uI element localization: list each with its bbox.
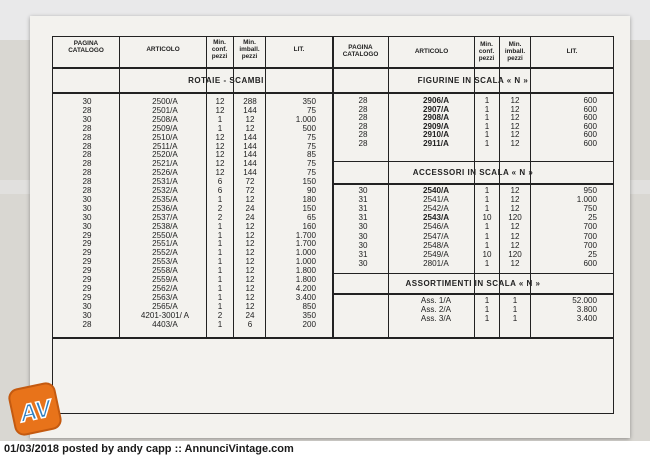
min-imballo-cell: 144 xyxy=(243,105,257,115)
bottom-rule xyxy=(53,337,613,339)
table-row xyxy=(53,311,332,320)
min-conf-cell: 12 xyxy=(215,141,225,151)
min-imballo-cell: 1 xyxy=(512,296,518,305)
min-imballo-cell: 12 xyxy=(245,283,255,293)
articolo-cell: 2508/A xyxy=(152,114,178,124)
articolo-cell: 2546/A xyxy=(423,222,449,232)
min-conf-cell: 1 xyxy=(217,221,223,231)
min-imballo-cell: 12 xyxy=(510,195,520,205)
lit-cell: 1.000 xyxy=(295,257,316,267)
min-imballo-cell: 12 xyxy=(510,186,520,195)
pagina-cell: 30 xyxy=(82,310,92,320)
articolo-cell: 2537/A xyxy=(152,212,178,222)
table-row xyxy=(333,314,613,323)
articolo-cell: 2801/A xyxy=(423,258,449,268)
pagina-cell: 29 xyxy=(82,230,92,240)
pagina-cell: 28 xyxy=(82,168,92,178)
lit-cell: 3.400 xyxy=(576,314,597,323)
table-row xyxy=(53,293,332,302)
min-conf-cell: 1 xyxy=(217,319,223,329)
table-row xyxy=(53,222,332,231)
articolo-cell: 2540/A xyxy=(422,186,450,195)
table-row xyxy=(333,241,613,250)
articolo-cell: 2549/A xyxy=(423,249,449,259)
min-conf-cell: 6 xyxy=(217,186,223,195)
articolo-cell: 2543/A xyxy=(422,213,450,223)
min-imballo-cell: 120 xyxy=(508,249,522,259)
lit-cell: 1.700 xyxy=(295,230,316,240)
lit-cell: 600 xyxy=(583,130,597,140)
articolo-cell: 2532/A xyxy=(152,186,178,195)
pagina-cell: 29 xyxy=(82,239,92,249)
min-conf-cell: 1 xyxy=(217,248,223,258)
pagina-cell: 30 xyxy=(358,258,368,268)
articolo-cell: 2509/A xyxy=(152,123,178,133)
min-imballo-cell: 12 xyxy=(510,104,520,114)
lit-cell: 3.800 xyxy=(576,305,597,314)
min-conf-cell: 1 xyxy=(484,139,490,148)
articolo-cell: 4403/A xyxy=(152,319,178,329)
lit-cell: 4.200 xyxy=(295,283,316,293)
table-row xyxy=(53,195,332,204)
min-conf-cell: 1 xyxy=(217,114,223,124)
pagina-cell: 29 xyxy=(82,275,92,284)
header-articolo: ARTICOLO xyxy=(414,48,449,55)
section-title-accessori: ACCESSORI IN SCALA « N » xyxy=(412,168,534,177)
table-row xyxy=(53,133,332,142)
articolo-cell: 2535/A xyxy=(152,194,178,204)
lit-cell: 200 xyxy=(302,319,316,329)
articolo-cell: 2565/A xyxy=(152,301,178,311)
table-row xyxy=(333,250,613,259)
table-row xyxy=(53,302,332,311)
lit-cell: 75 xyxy=(306,168,316,178)
pagina-cell: 30 xyxy=(82,97,92,106)
lit-cell: 1.000 xyxy=(576,195,597,205)
table-row xyxy=(53,115,332,124)
min-conf-cell: 1 xyxy=(217,292,223,302)
pagina-cell: 28 xyxy=(358,96,368,105)
min-imballo-cell: 12 xyxy=(510,240,520,250)
min-conf-cell: 1 xyxy=(217,266,223,276)
min-conf-cell: 2 xyxy=(217,310,223,320)
min-conf-cell: 12 xyxy=(215,105,225,115)
lit-cell: 700 xyxy=(583,231,597,241)
pagina-cell: 30 xyxy=(82,212,92,222)
pagina-cell: 30 xyxy=(82,114,92,124)
pagina-cell: 29 xyxy=(82,257,92,267)
pagina-cell: 28 xyxy=(82,141,92,151)
table-row xyxy=(333,213,613,222)
min-imballo-cell: 144 xyxy=(243,159,257,169)
min-conf-cell: 1 xyxy=(217,275,223,284)
pagina-cell: 28 xyxy=(82,150,92,160)
articolo-cell: 2500/A xyxy=(152,97,178,106)
min-conf-cell: 1 xyxy=(484,121,490,131)
table-row xyxy=(53,275,332,284)
pagina-cell: 30 xyxy=(82,203,92,213)
lit-cell: 500 xyxy=(302,123,316,133)
table-row xyxy=(333,139,613,148)
pagina-cell: 28 xyxy=(82,132,92,142)
min-imballo-cell: 144 xyxy=(243,150,257,160)
table-row xyxy=(53,257,332,266)
min-imballo-cell: 12 xyxy=(245,194,255,204)
section-rule-left xyxy=(53,92,332,94)
section-rule-assort-top xyxy=(333,273,613,274)
lit-cell: 350 xyxy=(302,97,316,106)
min-conf-cell: 2 xyxy=(217,203,223,213)
pagina-cell: 28 xyxy=(358,121,368,131)
articolo-cell: 2551/A xyxy=(152,239,178,249)
table-row xyxy=(53,266,332,275)
articolo-cell: Ass. 2/A xyxy=(420,305,452,314)
lit-cell: 1.800 xyxy=(295,266,316,276)
lit-cell: 350 xyxy=(302,310,316,320)
min-conf-cell: 1 xyxy=(484,186,490,195)
articolo-cell: 2910/A xyxy=(422,130,450,140)
min-imballo-cell: 24 xyxy=(245,203,255,213)
articolo-cell: 2906/A xyxy=(422,96,450,105)
min-conf-cell: 1 xyxy=(484,204,490,214)
pagina-cell: 29 xyxy=(82,283,92,293)
min-conf-cell: 1 xyxy=(217,301,223,311)
lit-cell: 700 xyxy=(583,240,597,250)
articolo-cell: 2553/A xyxy=(152,257,178,267)
pagina-cell: 29 xyxy=(82,292,92,302)
min-conf-cell: 1 xyxy=(484,240,490,250)
lit-cell: 1.800 xyxy=(295,275,316,284)
table-row xyxy=(53,186,332,195)
articolo-cell: Ass. 3/A xyxy=(420,314,452,323)
articolo-cell: Ass. 1/A xyxy=(420,296,452,305)
table-row xyxy=(53,159,332,168)
min-conf-cell: 1 xyxy=(484,305,490,314)
min-imballo-cell: 12 xyxy=(510,130,520,140)
min-conf-cell: 1 xyxy=(217,123,223,133)
lit-cell: 150 xyxy=(302,203,316,213)
pagina-cell: 31 xyxy=(358,213,368,223)
min-imballo-cell: 24 xyxy=(245,310,255,320)
lit-cell: 750 xyxy=(583,204,597,214)
table-row xyxy=(333,186,613,195)
articolo-cell: 2501/A xyxy=(152,105,178,115)
header-rule xyxy=(53,67,613,69)
table-frame xyxy=(52,36,614,414)
min-imballo-cell: 12 xyxy=(510,96,520,105)
table-row xyxy=(53,177,332,186)
articolo-cell: 2559/A xyxy=(152,275,178,284)
table-row xyxy=(53,97,332,106)
min-conf-cell: 10 xyxy=(482,249,492,259)
pagina-cell: 31 xyxy=(358,204,368,214)
header-min-imballo: Min. imball. pezzi xyxy=(239,39,260,60)
lit-cell: 65 xyxy=(306,212,316,222)
lit-cell: 3.400 xyxy=(295,292,316,302)
section-rule-figurine xyxy=(333,92,613,94)
table-row xyxy=(333,222,613,231)
table-row xyxy=(53,248,332,257)
section-title-rotaie-scambi: ROTAIE - SCAMBI xyxy=(188,76,264,85)
min-imballo-cell: 12 xyxy=(245,292,255,302)
min-conf-cell: 6 xyxy=(217,177,223,187)
min-imballo-cell: 144 xyxy=(243,168,257,178)
min-imballo-cell: 12 xyxy=(510,222,520,232)
articolo-cell: 2548/A xyxy=(423,240,449,250)
min-imballo-cell: 12 xyxy=(245,275,255,284)
section-title-assortimenti: ASSORTIMENTI IN SCALA « N » xyxy=(405,279,541,288)
min-imballo-cell: 12 xyxy=(510,139,520,148)
articolo-cell: 2908/A xyxy=(422,113,450,123)
section-title-figurine: FIGURINE IN SCALA « N » xyxy=(417,76,529,85)
lit-cell: 52.000 xyxy=(572,296,597,305)
table-row xyxy=(53,168,332,177)
min-imballo-cell: 12 xyxy=(245,266,255,276)
articolo-cell: 2531/A xyxy=(152,177,178,187)
pagina-cell: 28 xyxy=(82,186,92,195)
articolo-cell: 2547/A xyxy=(423,231,449,241)
min-imballo-cell: 120 xyxy=(508,213,522,223)
table-row xyxy=(53,106,332,115)
table-row xyxy=(333,259,613,268)
min-imballo-cell: 1 xyxy=(512,314,518,323)
table-row xyxy=(333,232,613,241)
min-conf-cell: 1 xyxy=(484,222,490,232)
min-conf-cell: 1 xyxy=(217,283,223,293)
pagina-cell: 28 xyxy=(358,113,368,123)
header-min-conf: Min. conf. pezzi xyxy=(211,39,228,60)
min-imballo-cell: 72 xyxy=(245,177,255,187)
articolo-cell: 2911/A xyxy=(423,139,449,148)
pagina-cell: 30 xyxy=(358,231,368,241)
lit-cell: 75 xyxy=(306,159,316,169)
pagina-cell: 30 xyxy=(358,186,368,195)
pagina-cell: 28 xyxy=(82,177,92,187)
min-conf-cell: 10 xyxy=(482,213,492,223)
pagina-cell: 30 xyxy=(82,221,92,231)
min-conf-cell: 1 xyxy=(484,314,490,323)
lit-cell: 600 xyxy=(583,258,597,268)
min-conf-cell: 1 xyxy=(484,113,490,123)
header-lit: LIT. xyxy=(293,46,305,53)
min-imballo-cell: 12 xyxy=(245,221,255,231)
pagina-cell: 30 xyxy=(358,240,368,250)
rows-figurine xyxy=(333,96,613,160)
articolo-cell: 2521/A xyxy=(152,159,178,169)
header-min-imballo: Min. imball. pezzi xyxy=(504,41,526,62)
header-min-conf: Min. conf. pezzi xyxy=(478,41,495,62)
lit-cell: 90 xyxy=(306,186,316,195)
articolo-cell: 2562/A xyxy=(152,283,178,293)
pagina-cell: 29 xyxy=(82,266,92,276)
min-conf-cell: 1 xyxy=(484,296,490,305)
lit-cell: 160 xyxy=(302,221,316,231)
lit-cell: 75 xyxy=(306,132,316,142)
min-conf-cell: 1 xyxy=(484,231,490,241)
table-row xyxy=(333,204,613,213)
lit-cell: 1.000 xyxy=(295,248,316,258)
min-conf-cell: 1 xyxy=(484,96,490,105)
min-conf-cell: 1 xyxy=(484,104,490,114)
lit-cell: 75 xyxy=(306,141,316,151)
table-row xyxy=(53,213,332,222)
pagina-cell: 30 xyxy=(82,194,92,204)
logo-text: AV xyxy=(17,394,54,428)
table-row xyxy=(53,231,332,240)
table-row xyxy=(53,284,332,293)
min-imballo-cell: 12 xyxy=(245,301,255,311)
lit-cell: 850 xyxy=(302,301,316,311)
section-rule-accessori xyxy=(333,183,613,185)
lit-cell: 600 xyxy=(583,121,597,131)
min-imballo-cell: 12 xyxy=(245,257,255,267)
articolo-cell: 2909/A xyxy=(422,121,450,131)
pagina-cell: 31 xyxy=(358,195,368,205)
footer-bar xyxy=(0,441,650,457)
lit-cell: 75 xyxy=(306,105,316,115)
articolo-cell: 2526/A xyxy=(152,168,178,178)
pagina-cell: 30 xyxy=(358,222,368,232)
articolo-cell: 2510/A xyxy=(152,132,178,142)
lit-cell: 1.000 xyxy=(295,114,316,124)
min-conf-cell: 1 xyxy=(217,257,223,267)
min-imballo-cell: 12 xyxy=(510,258,520,268)
table-row xyxy=(53,239,332,248)
min-imballo-cell: 6 xyxy=(247,319,253,329)
lit-cell: 600 xyxy=(583,113,597,123)
lit-cell: 25 xyxy=(587,249,597,259)
min-conf-cell: 1 xyxy=(484,130,490,140)
lit-cell: 1.700 xyxy=(295,239,316,249)
footer-caption: 01/03/2018 posted by andy capp :: AnnunciVintage.com xyxy=(4,443,294,455)
pagina-cell: 28 xyxy=(358,104,368,114)
lit-cell: 85 xyxy=(306,150,316,160)
rows-assortimenti xyxy=(333,296,613,336)
table-row xyxy=(53,150,332,159)
pagina-cell: 29 xyxy=(82,248,92,258)
table-row xyxy=(53,124,332,133)
min-imballo-cell: 24 xyxy=(245,212,255,222)
lit-cell: 600 xyxy=(583,96,597,105)
header-articolo: ARTICOLO xyxy=(146,46,180,53)
section-rule-accessori-top xyxy=(333,161,613,162)
price-list-sheet xyxy=(30,16,630,438)
min-conf-cell: 12 xyxy=(215,168,225,178)
lit-cell: 180 xyxy=(302,194,316,204)
min-conf-cell: 12 xyxy=(215,159,225,169)
lit-cell: 950 xyxy=(583,186,597,195)
articolo-cell: 2538/A xyxy=(152,221,178,231)
header-lit: LIT. xyxy=(566,48,578,55)
articolo-cell: 2542/A xyxy=(423,204,449,214)
table-row xyxy=(333,296,613,305)
lit-cell: 25 xyxy=(587,213,597,223)
min-imballo-cell: 144 xyxy=(243,132,257,142)
min-imballo-cell: 12 xyxy=(510,231,520,241)
rows-accessori xyxy=(333,186,613,272)
min-imballo-cell: 12 xyxy=(510,121,520,131)
articolo-cell: 2536/A xyxy=(152,203,178,213)
min-imballo-cell: 12 xyxy=(510,113,520,123)
min-conf-cell: 1 xyxy=(217,230,223,240)
articolo-cell: 2520/A xyxy=(152,150,178,160)
table-row xyxy=(53,320,332,329)
min-imballo-cell: 12 xyxy=(245,230,255,240)
table-row xyxy=(53,204,332,213)
lit-cell: 600 xyxy=(583,104,597,114)
pagina-cell: 28 xyxy=(82,105,92,115)
min-conf-cell: 12 xyxy=(215,132,225,142)
min-imballo-cell: 12 xyxy=(510,204,520,214)
min-conf-cell: 1 xyxy=(217,239,223,249)
articolo-cell: 4201-3001/ A xyxy=(140,310,190,320)
articolo-cell: 2563/A xyxy=(152,292,178,302)
pagina-cell: 31 xyxy=(358,249,368,259)
pagina-cell: 28 xyxy=(82,123,92,133)
min-conf-cell: 1 xyxy=(217,194,223,204)
min-conf-cell: 1 xyxy=(484,195,490,205)
min-imballo-cell: 72 xyxy=(245,186,255,195)
min-conf-cell: 1 xyxy=(484,258,490,268)
articolo-cell: 2541/A xyxy=(423,195,449,205)
lit-cell: 150 xyxy=(302,177,316,187)
rows-rotaie-scambi xyxy=(53,97,332,337)
table-row xyxy=(333,305,613,314)
min-imballo-cell: 12 xyxy=(245,239,255,249)
min-imballo-cell: 1 xyxy=(512,305,518,314)
articolo-cell: 2558/A xyxy=(152,266,178,276)
min-conf-cell: 12 xyxy=(215,97,225,106)
min-imballo-cell: 288 xyxy=(243,97,257,106)
pagina-cell: 28 xyxy=(82,159,92,169)
header-pagina-catalogo: PAGINA CATALOGO xyxy=(342,44,379,58)
articolo-cell: 2550/A xyxy=(152,230,178,240)
min-imballo-cell: 144 xyxy=(243,141,257,151)
pagina-cell: 28 xyxy=(358,130,368,140)
min-imballo-cell: 12 xyxy=(245,123,255,133)
articolo-cell: 2907/A xyxy=(422,104,450,114)
articolo-cell: 2511/A xyxy=(152,141,178,151)
annuncivintage-logo xyxy=(4,378,66,440)
table-row xyxy=(53,142,332,151)
section-rule-assort xyxy=(333,293,613,295)
min-conf-cell: 12 xyxy=(215,150,225,160)
lit-cell: 700 xyxy=(583,222,597,232)
lit-cell: 600 xyxy=(583,139,597,148)
articolo-cell: 2552/A xyxy=(152,248,178,258)
header-pagina-catalogo: PAGINA CATALOGO xyxy=(68,40,104,54)
pagina-cell: 28 xyxy=(82,319,92,329)
pagina-cell: 28 xyxy=(358,139,368,148)
min-conf-cell: 2 xyxy=(217,212,223,222)
min-imballo-cell: 12 xyxy=(245,248,255,258)
min-imballo-cell: 12 xyxy=(245,114,255,124)
table-row xyxy=(333,195,613,204)
pagina-cell: 30 xyxy=(82,301,92,311)
